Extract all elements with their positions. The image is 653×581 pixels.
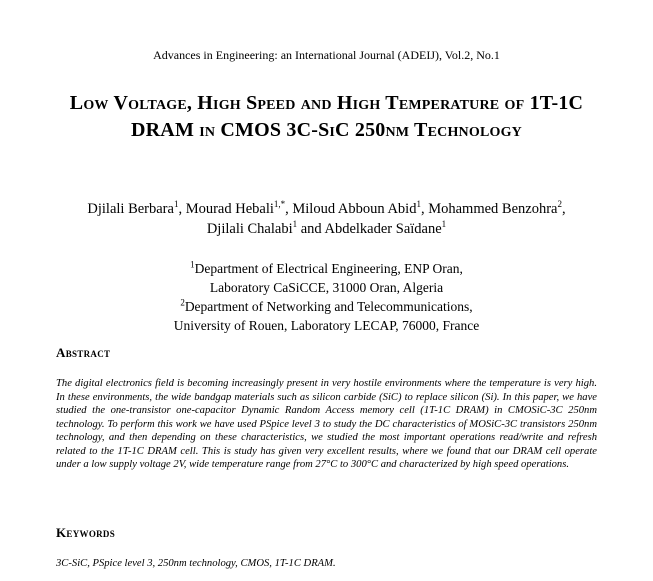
affiliation: $^2$Department of Networking and Telecommunications, University of Rouen, Laboratory LECAP, 76000, France (173, 297, 480, 333)
journal-header: Advances in Engineering: an International Journal (ADEIJ), Vol.2, No.1 (153, 48, 500, 62)
author: Djilali Chalabi$^1$ and (206, 219, 325, 237)
abstract-text: The digital electronics field is becoming increasingly present in very hostile environments where the temperature is very high. In these environments, the wide bandgap materials such as silicon carbide (SiC) to replace silicon (Si). In this paper, we have studied the one-transistor one-capacitor Dynamic Random Access memory cell (1T-1C DRAM) in CMOSiC-3C 250nm technology. To perform this work we have used PSpice level 3 to study the DC characteristics of MOSiC-3C transistors 250nm technology, and then depending on these characteristics, we studied the most important operations read/write and refresh related to the 1T-1C DRAM cell. This is study has given very excellent results, where we found that our DRAM cell operate under a low supply voltage 2V, wide temperature range from 27°C to 300°C and characterized by high speed operations. (56, 378, 597, 470)
affiliation-list (40, 259, 613, 335)
author: Mohammed Benzohra$^2$, (428, 199, 566, 217)
affiliation: $^1$Department of Electrical Engineering, ENP Oran, Laboratory CaSiCCE, 31000 Oran, Algeria (190, 259, 463, 295)
author: Miloud Abboun Abid$^1$, (292, 199, 429, 217)
author-list (20, 199, 633, 239)
abstract-heading: Abstract (56, 345, 111, 360)
paper-title: Low Voltage, High Speed and High Temperature of 1T-1C DRAM in CMOS 3C-SiC 250nm Technology (69, 92, 584, 141)
author: Djilali Berbara$^1$, (87, 199, 186, 217)
keywords-text: 3C-SiC, PSpice level 3, 250nm technology, CMOS, 1T-1C DRAM. (56, 558, 336, 569)
keywords-heading: Keywords (56, 525, 116, 540)
author: Abdelkader Saïdane$^1$ (324, 219, 447, 237)
author: Mourad Hebali$^{1,*}$, (185, 199, 293, 217)
